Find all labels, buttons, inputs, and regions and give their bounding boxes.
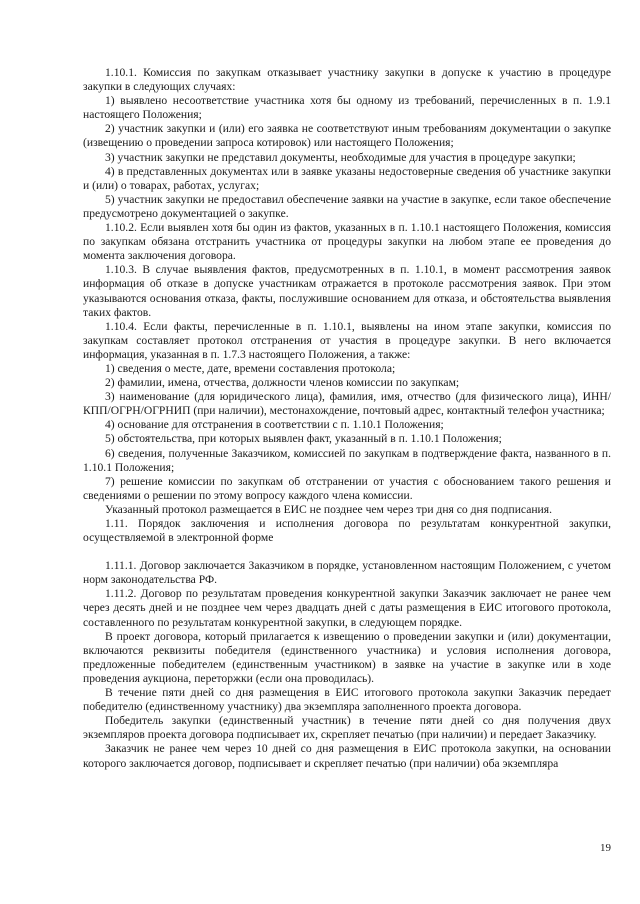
paragraph: 1.10.2. Если выявлен хотя бы один из фактов, указанных в п. 1.10.1 настоящего Положения, комиссия по закупкам обязана отстранить участника от процедуры закупки на любом этапе ее проведения до момента заключения договора. (83, 221, 611, 263)
paragraph: Победитель закупки (единственный участник) в течение пяти дней со дня получения двух экземпляров проекта договора подписывает их, скрепляет печатью (при наличии) и передает Заказчику. (83, 714, 611, 742)
section-gap (83, 545, 611, 559)
paragraph: 1.10.4. Если факты, перечисленные в п. 1.10.1, выявлены на ином этапе закупки, комиссия по закупкам составляет протокол отстранения от участия в процедуре закупки. В него включается информация, указанная в п. 1.7.3 настоящего Положения, а также: (83, 319, 611, 361)
page-number: 19 (600, 842, 611, 854)
paragraph: Указанный протокол размещается в ЕИС не позднее чем через три дня со дня подписания. (105, 502, 552, 516)
paragraph: 2) фамилии, имена, отчества, должности членов комиссии по закупкам; (105, 376, 460, 390)
paragraph: 1.10.1. Комиссия по закупкам отказывает участнику закупки в допуске к участию в процедуре закупки в следующих случаях: (83, 66, 611, 94)
paragraph: 7) решение комиссии по закупкам об отстранении от участия с обоснованием такого решения и сведениями о решении по этому вопросу каждого члена комиссии. (83, 474, 611, 502)
paragraph: 5) участник закупки не предоставил обеспечение заявки на участие в закупке, если такое обеспечение предусмотрено документацией о закупке. (83, 192, 611, 220)
section-heading: 1.11. Порядок заключения и исполнения договора по результатам конкурентной закупки, осуществляемой в электронной форме (83, 517, 611, 545)
paragraph: 6) сведения, полученные Заказчиком, комиссией по закупкам в подтверждение факта, названного в п. 1.10.1 Положения; (83, 446, 611, 474)
paragraph: 1) сведения о месте, дате, времени составления протокола; (105, 361, 396, 375)
paragraph: 5) обстоятельства, при которых выявлен факт, указанный в п. 1.10.1 Положения; (105, 432, 502, 446)
paragraph: 1.10.3. В случае выявления фактов, предусмотренных в п. 1.10.1, в момент рассмотрения заявок информация об отказе в допуске участникам отражается в протоколе рассмотрения заявок. При этом указываются основания отказа, факты, послужившие основанием для отказа, и обстоятельства выявления таких фактов. (83, 263, 611, 319)
paragraph: 4) в представленных документах или в заявке указаны недостоверные сведения об участнике закупки и (или) о товарах, работах, услугах; (83, 164, 611, 192)
paragraph: 1.11.1. Договор заключается Заказчиком в порядке, установленном настоящим Положением, с учетом норм законодательства РФ. (83, 559, 611, 587)
paragraph: 3) наименование (для юридического лица), фамилия, имя, отчество (для физического лица), ИНН/КПП/ОГРН/ОГРНИП (при наличии), местонахождение, почтовый адрес, контактный телефон участника; (83, 390, 611, 418)
paragraph: 3) участник закупки не представил документы, необходимые для участия в процедуре закупки; (105, 150, 576, 164)
paragraph: 2) участник закупки и (или) его заявка не соответствуют иным требованиям документации о закупке (извещению о проведении запроса котировок) или настоящего Положения; (83, 122, 611, 150)
document-body (83, 66, 611, 771)
paragraph: Заказчик не ранее чем через 10 дней со дня размещения в ЕИС протокола закупки, на основании которого заключается договор, подписывает и скрепляет печатью (при наличии) оба экземпляра (83, 742, 611, 770)
paragraph: 4) основание для отстранения в соответствии с п. 1.10.1 Положения; (105, 418, 444, 432)
paragraph: В течение пяти дней со дня размещения в ЕИС итогового протокола закупки Заказчик передает победителю (единственному участнику) два экземпляра заполненного проекта договора. (83, 686, 611, 714)
paragraph: 1) выявлено несоответствие участника хотя бы одному из требований, перечисленных в п. 1.9.1 настоящего Положения; (83, 94, 611, 122)
paragraph: В проект договора, который прилагается к извещению о проведении закупки и (или) документации, включаются реквизиты победителя (единственного участника) и условия исполнения договора, предложенные победителем (единственным участником) в заявке на участие в закупке или в ходе проведения аукциона, переторжки (если она проводилась). (83, 629, 611, 685)
paragraph: 1.11.2. Договор по результатам проведения конкурентной закупки Заказчик заключает не ранее чем через десять дней и не позднее чем через двадцать дней с даты размещения в ЕИС итогового протокола, составленного по результатам конкурентной закупки, в следующем порядке. (83, 587, 611, 629)
